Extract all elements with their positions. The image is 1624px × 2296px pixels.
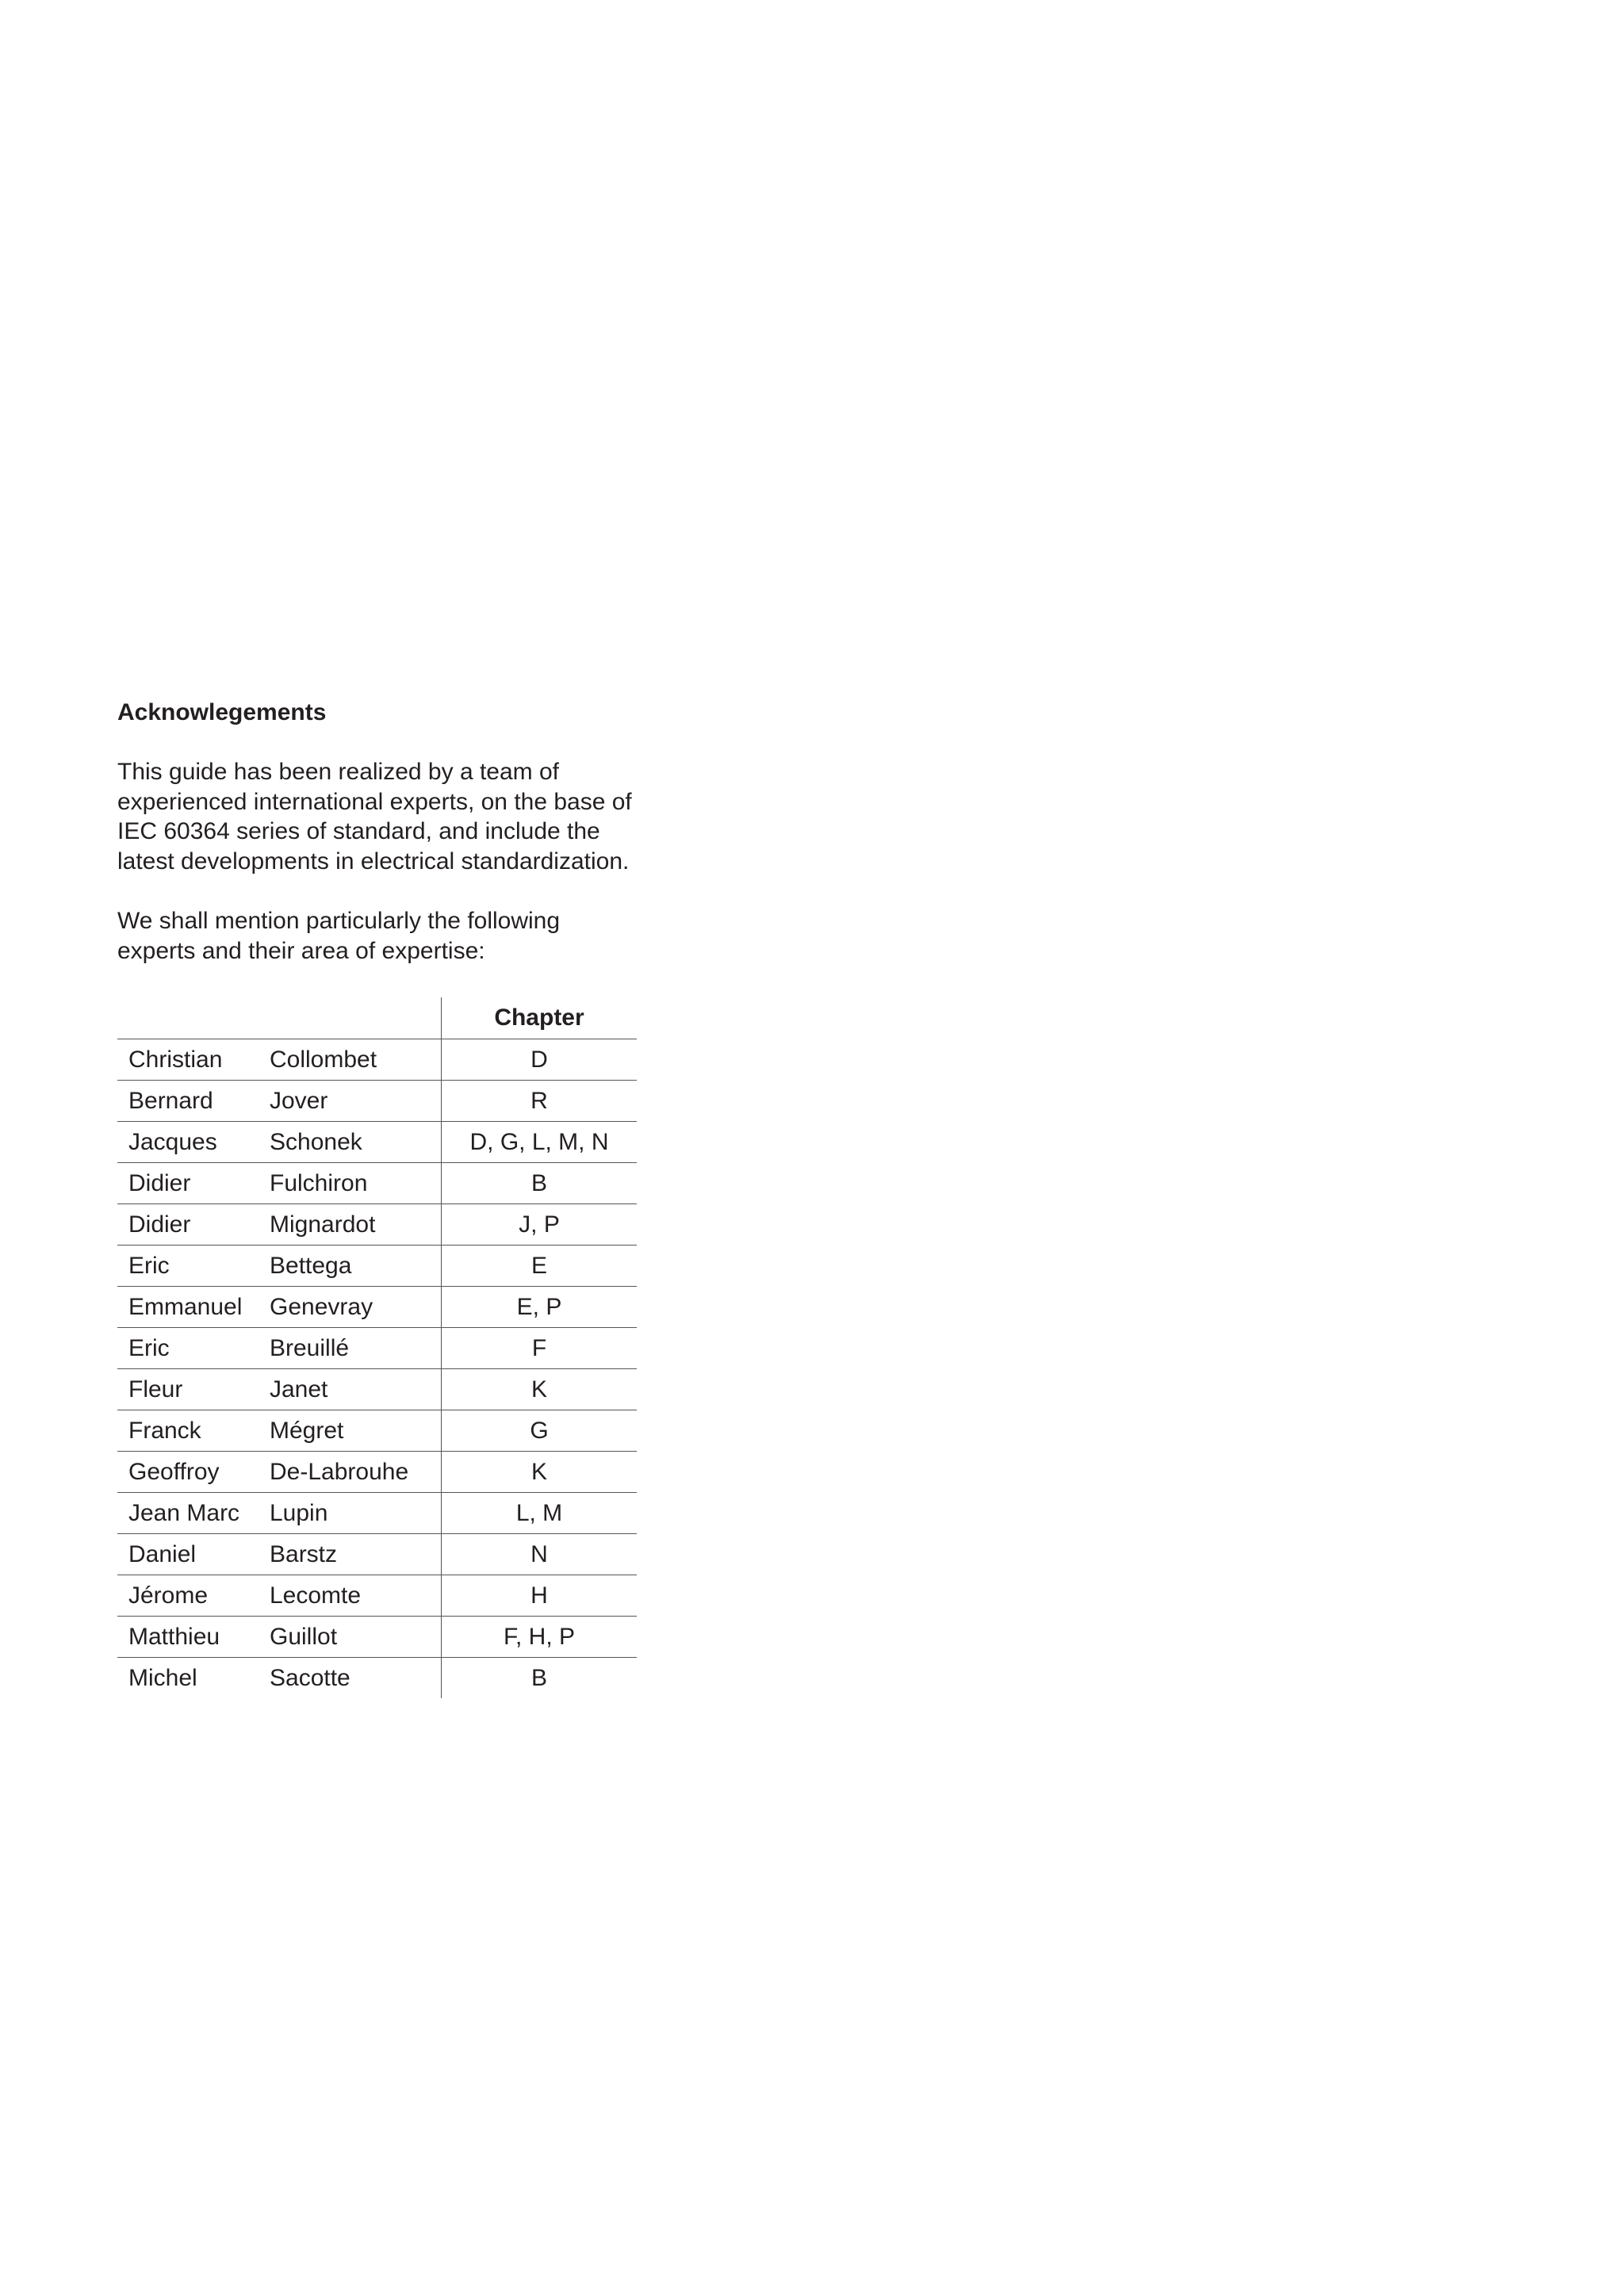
first-name-cell: Daniel: [117, 1534, 270, 1575]
table-row: [117, 1204, 637, 1246]
header-blank-cell: [117, 997, 270, 1039]
last-name-cell: Janet: [270, 1369, 442, 1410]
table-row: [117, 1369, 637, 1410]
last-name-cell: Sacotte: [270, 1664, 350, 1691]
table-row: [117, 1246, 637, 1287]
last-name-cell: Mégret: [270, 1410, 442, 1452]
first-name-cell: Eric: [117, 1246, 270, 1287]
first-name-cell: Didier: [117, 1163, 270, 1204]
last-name-cell: Schonek: [270, 1122, 442, 1163]
first-name-cell: Matthieu: [117, 1617, 270, 1658]
last-name-cell: Jover: [270, 1081, 442, 1122]
last-name-cell: Bettega: [270, 1246, 442, 1287]
last-name-cell: Fulchiron: [270, 1163, 442, 1204]
last-name-cell: Collombet: [270, 1039, 442, 1081]
table-row: [117, 1410, 637, 1452]
last-name-cell: Barstz: [270, 1534, 442, 1575]
chapter-cell: N: [442, 1534, 638, 1575]
last-name-cell: Genevray: [270, 1287, 442, 1328]
intro-paragraph: This guide has been realized by a team of experienced international experts, on the base of IEC 60364 series of standard, and include the latest developments in electrical standardization.: [117, 759, 632, 874]
chapter-cell: B: [442, 1163, 638, 1204]
table-row: [117, 1452, 637, 1493]
last-name-cell: Breuillé: [270, 1328, 442, 1369]
acknowledgements-section: [117, 698, 657, 966]
experts-table: [117, 997, 637, 1698]
first-name-cell: Michel: [128, 1664, 197, 1691]
table-row: [117, 1287, 637, 1328]
chapter-column-header: Chapter: [442, 997, 638, 1039]
chapter-cell: E: [442, 1246, 638, 1287]
section-heading: Acknowlegements: [117, 699, 327, 725]
table-header-row: [117, 997, 637, 1039]
chapter-cell: H: [442, 1575, 638, 1617]
first-name-cell: Jean Marc: [117, 1493, 270, 1534]
first-name-cell: Jérome: [117, 1575, 270, 1617]
table-body: [117, 1039, 637, 1699]
table-row: [117, 1328, 637, 1369]
last-name-cell: Lecomte: [270, 1575, 442, 1617]
chapter-cell: E, P: [442, 1287, 638, 1328]
last-name-cell: Guillot: [270, 1617, 442, 1658]
table-row: [117, 1039, 637, 1081]
table-row: [117, 1658, 637, 1699]
chapter-cell: B: [442, 1658, 638, 1699]
first-name-cell: Christian: [117, 1039, 270, 1081]
chapter-cell: K: [442, 1369, 638, 1410]
first-name-cell: Bernard: [117, 1081, 270, 1122]
last-name-cell: Mignardot: [270, 1204, 442, 1246]
chapter-cell: D, G, L, M, N: [442, 1122, 638, 1163]
table-row: [117, 1081, 637, 1122]
table-row: [117, 1534, 637, 1575]
table-row: [117, 1493, 637, 1534]
last-name-cell: Lupin: [270, 1493, 442, 1534]
table-row: [117, 1575, 637, 1617]
first-name-cell: Franck: [117, 1410, 270, 1452]
table-row: [117, 1617, 637, 1658]
chapter-cell: J, P: [442, 1204, 638, 1246]
chapter-cell: D: [442, 1039, 638, 1081]
header-blank-cell: [270, 997, 442, 1039]
first-name-cell: Eric: [117, 1328, 270, 1369]
table-row: [117, 1163, 637, 1204]
last-name-cell: De-Labrouhe: [270, 1452, 442, 1493]
experts-intro-paragraph: We shall mention particularly the following experts and their area of expertise:: [117, 908, 561, 964]
first-name-cell: Didier: [117, 1204, 270, 1246]
chapter-cell: R: [442, 1081, 638, 1122]
chapter-cell: G: [442, 1410, 638, 1452]
first-name-cell: Geoffroy: [117, 1452, 270, 1493]
chapter-cell: L, M: [442, 1493, 638, 1534]
first-name-cell: Fleur: [117, 1369, 270, 1410]
chapter-cell: K: [442, 1452, 638, 1493]
chapter-cell: F, H, P: [442, 1617, 638, 1658]
chapter-cell: F: [442, 1328, 638, 1369]
first-name-cell: Jacques: [117, 1122, 270, 1163]
first-name-cell: Emmanuel: [117, 1287, 270, 1328]
table-row: [117, 1122, 637, 1163]
